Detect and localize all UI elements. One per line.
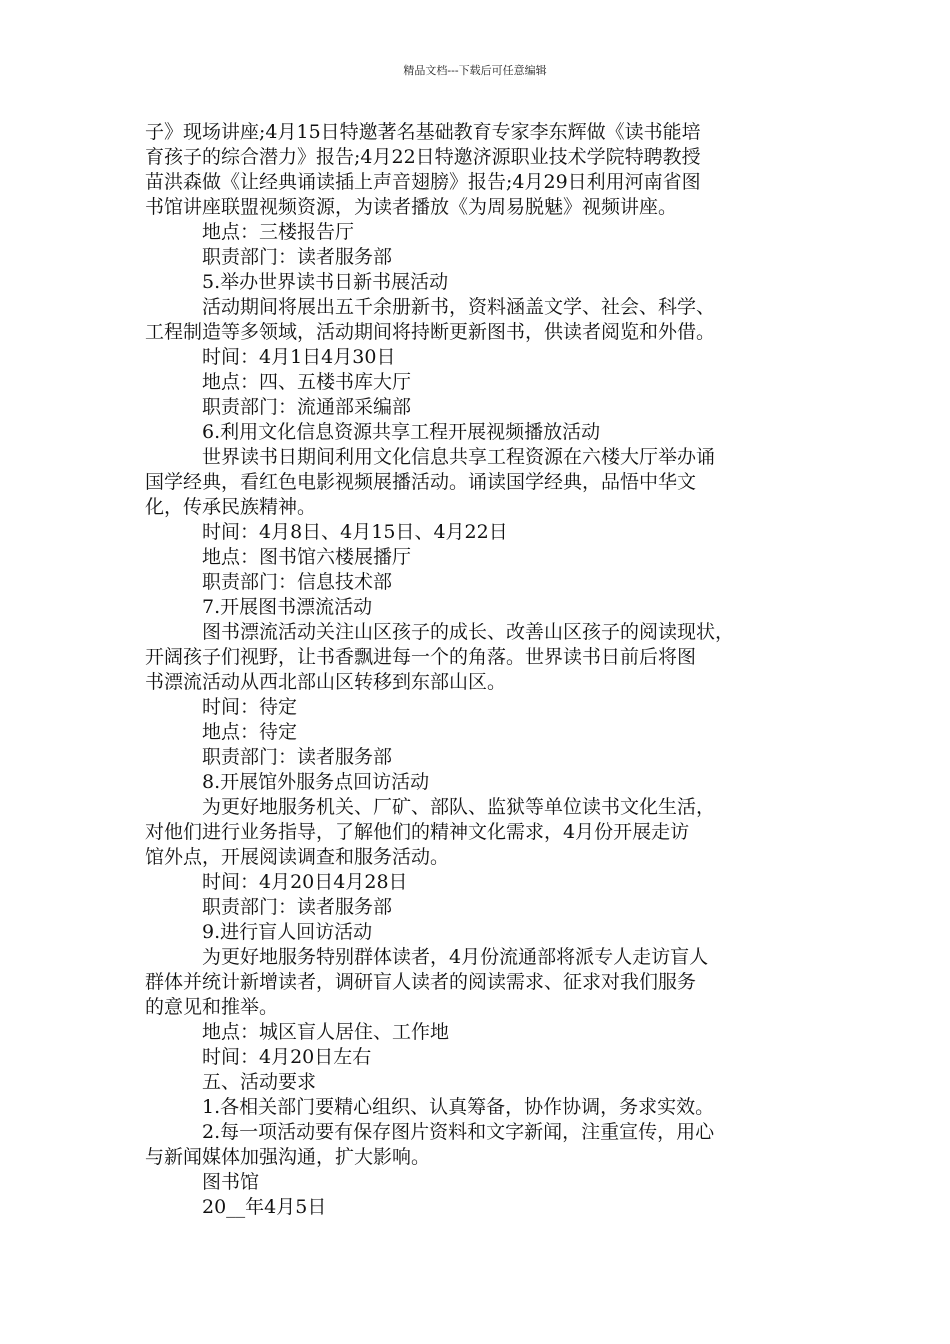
paragraph-line: 工程制造等多领域，活动期间将持断更新图书，供读者阅览和外借。 xyxy=(145,321,716,343)
paragraph-line-indented: 7.开展图书漂流活动 xyxy=(202,596,373,618)
paragraph-line-indented: 图书漂流活动关注山区孩子的成长、改善山区孩子的阅读现状， xyxy=(202,621,735,643)
paragraph-line-indented: 五、活动要求 xyxy=(202,1071,317,1093)
paragraph-line-indented: 职责部门：流通部采编部 xyxy=(202,396,412,418)
paragraph-line: 书漂流活动从西北部山区转移到东部山区。 xyxy=(145,671,507,693)
paragraph-line-indented: 地点：四、五楼书库大厅 xyxy=(202,371,412,393)
paragraph-line: 子》现场讲座;4月15日特邀著名基础教育专家李东辉做《读书能培 xyxy=(145,121,701,143)
paragraph-line-indented: 图书馆 xyxy=(202,1171,260,1193)
paragraph-line-indented: 时间：待定 xyxy=(202,696,298,718)
paragraph-line: 群体并统计新增读者，调研盲人读者的阅读需求、征求对我们服务 xyxy=(145,971,697,993)
paragraph-line-indented: 为更好地服务机关、厂矿、部队、监狱等单位读书文化生活， xyxy=(202,796,716,818)
paragraph-line: 对他们进行业务指导，了解他们的精神文化需求，4月份开展走访 xyxy=(145,821,690,843)
paragraph-line: 与新闻媒体加强沟通，扩大影响。 xyxy=(145,1146,431,1168)
document-body xyxy=(145,120,811,1220)
paragraph-line-indented: 为更好地服务特别群体读者，4月份流通部将派专人走访盲人 xyxy=(202,946,709,968)
paragraph-line-indented: 1.各相关部门要精心组织、认真筹备，协作协调，务求实效。 xyxy=(202,1096,715,1118)
paragraph-line: 苗洪森做《让经典诵读插上声音翅膀》报告;4月29日利用河南省图 xyxy=(145,171,701,193)
paragraph-line-indented: 世界读书日期间利用文化信息共享工程资源在六楼大厅举办诵 xyxy=(202,446,716,468)
paragraph-line-indented: 9.进行盲人回访活动 xyxy=(202,921,373,943)
paragraph-line-indented: 时间：4月1日4月30日 xyxy=(202,346,396,368)
paragraph-line: 书馆讲座联盟视频资源，为读者播放《为周易脱魅》视频讲座。 xyxy=(145,196,678,218)
paragraph-line-indented: 5.举办世界读书日新书展活动 xyxy=(202,271,449,293)
paragraph-line: 育孩子的综合潜力》报告;4月22日特邀济源职业技术学院特聘教授 xyxy=(145,146,701,168)
paragraph-line-indented: 职责部门：读者服务部 xyxy=(202,896,393,918)
paragraph-line-indented: 2.每一项活动要有保存图片资料和文字新闻，注重宣传，用心 xyxy=(202,1121,715,1143)
paragraph-line: 化，传承民族精神。 xyxy=(145,496,317,518)
paragraph-line-indented: 地点：待定 xyxy=(202,721,298,743)
paragraph-line-indented: 职责部门：读者服务部 xyxy=(202,246,393,268)
paragraph-line-indented: 时间：4月20日4月28日 xyxy=(202,871,408,893)
paragraph-line: 馆外点，开展阅读调查和服务活动。 xyxy=(145,846,450,868)
paragraph-line: 开阔孩子们视野，让书香飘进每一个的角落。世界读书日前后将图 xyxy=(145,646,697,668)
paragraph-line-indented: 职责部门：信息技术部 xyxy=(202,571,393,593)
paragraph-line-indented: 时间：4月8日、4月15日、4月22日 xyxy=(202,521,508,543)
paragraph-line-indented: 8.开展馆外服务点回访活动 xyxy=(202,771,430,793)
paragraph-line-indented: 活动期间将展出五千余册新书，资料涵盖文学、社会、科学、 xyxy=(202,296,716,318)
paragraph-line-indented: 地点：图书馆六楼展播厅 xyxy=(202,546,412,568)
paragraph-line-indented: 20__年4月5日 xyxy=(202,1196,327,1218)
paragraph-line-indented: 6.利用文化信息资源共享工程开展视频播放活动 xyxy=(202,421,601,443)
paragraph-line-indented: 地点：城区盲人居住、工作地 xyxy=(202,1021,450,1043)
paragraph-line-indented: 职责部门：读者服务部 xyxy=(202,746,393,768)
page-header: 精品文档---下载后可任意编辑 xyxy=(403,64,547,77)
paragraph-line-indented: 时间：4月20日左右 xyxy=(202,1046,372,1068)
paragraph-line-indented: 地点：三楼报告厅 xyxy=(202,221,355,243)
paragraph-line: 的意见和推举。 xyxy=(145,996,279,1018)
paragraph-line: 国学经典，看红色电影视频展播活动。诵读国学经典，品悟中华文 xyxy=(145,471,697,493)
